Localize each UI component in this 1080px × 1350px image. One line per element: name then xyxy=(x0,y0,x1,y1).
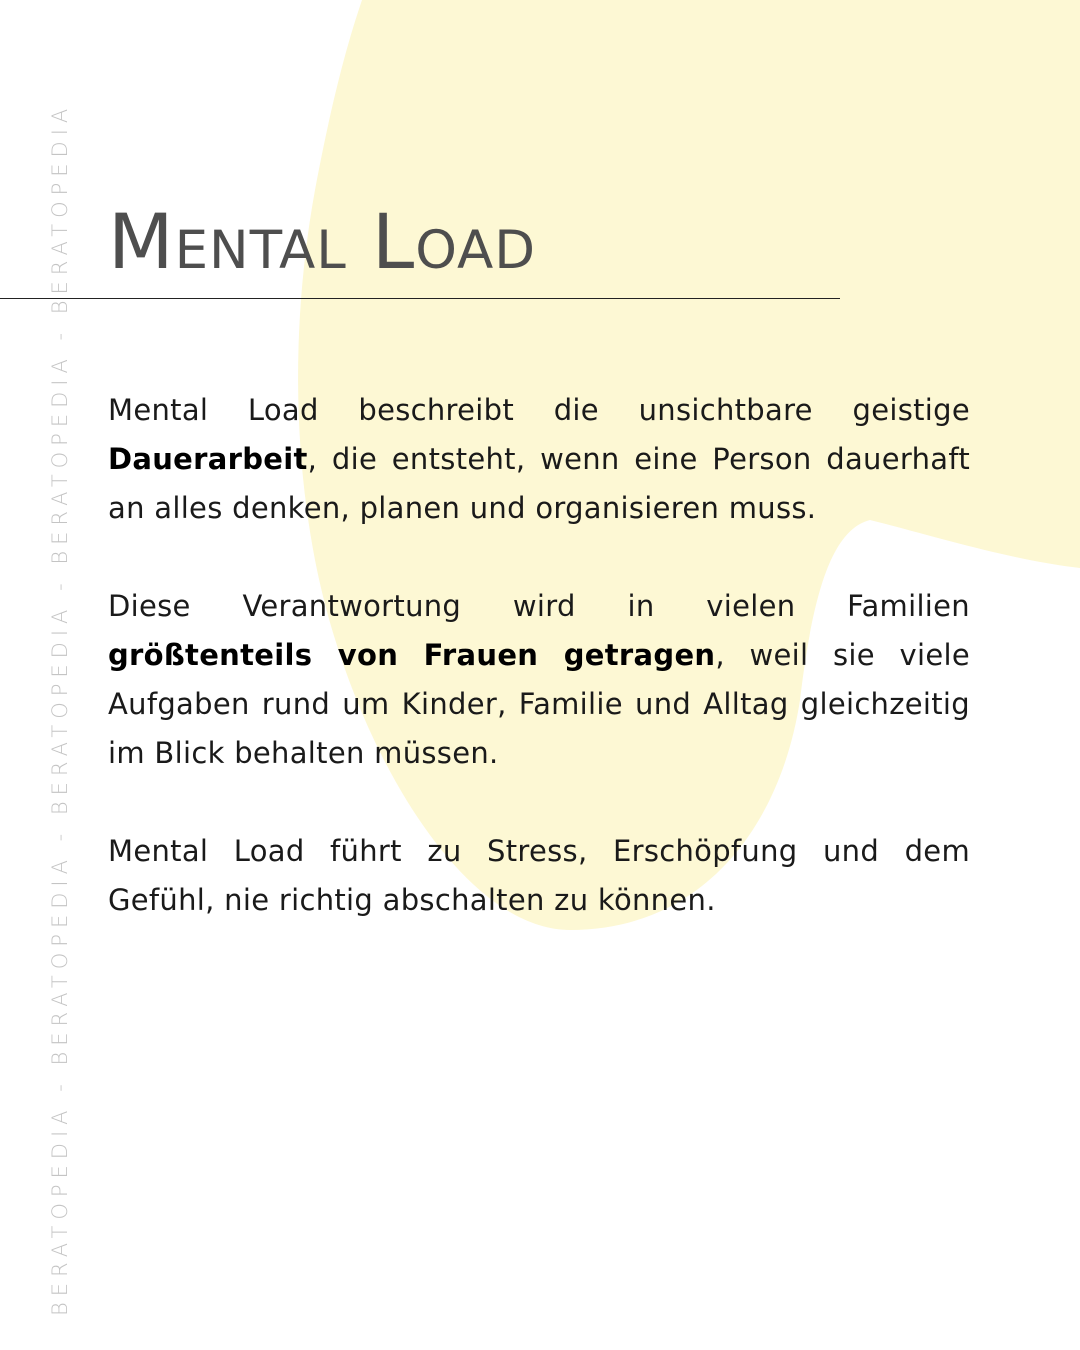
emphasis-frauen: größtenteils von Frauen getragen xyxy=(108,638,716,672)
vertical-brand-watermark: BERATOPEDIA - BERATOPEDIA - BERATOPEDIA - BERATOPEDIA - BERATOPEDIA xyxy=(48,102,72,1316)
paragraph-definition: Mental Load beschreibt die unsichtbare geistige Dauerarbeit, die entsteht, wenn eine Person dauerhaft an alles denken, planen und organisieren muss. xyxy=(108,393,970,525)
paragraph-consequences: Mental Load führt zu Stress, Erschöpfung und dem Gefühl, nie richtig abschalten zu können. xyxy=(108,834,970,917)
emphasis-dauerarbeit: Dauerarbeit xyxy=(108,442,308,476)
title-divider xyxy=(0,298,840,299)
body-text xyxy=(108,386,970,974)
paragraph-responsibility: Diese Verantwortung wird in vielen Familien größtenteils von Frauen getragen, weil sie viele Aufgaben rund um Kinder, Familie und Alltag gleichzeitig im Blick behalten müssen. xyxy=(108,589,970,770)
page-title: Mental Load xyxy=(108,197,537,286)
